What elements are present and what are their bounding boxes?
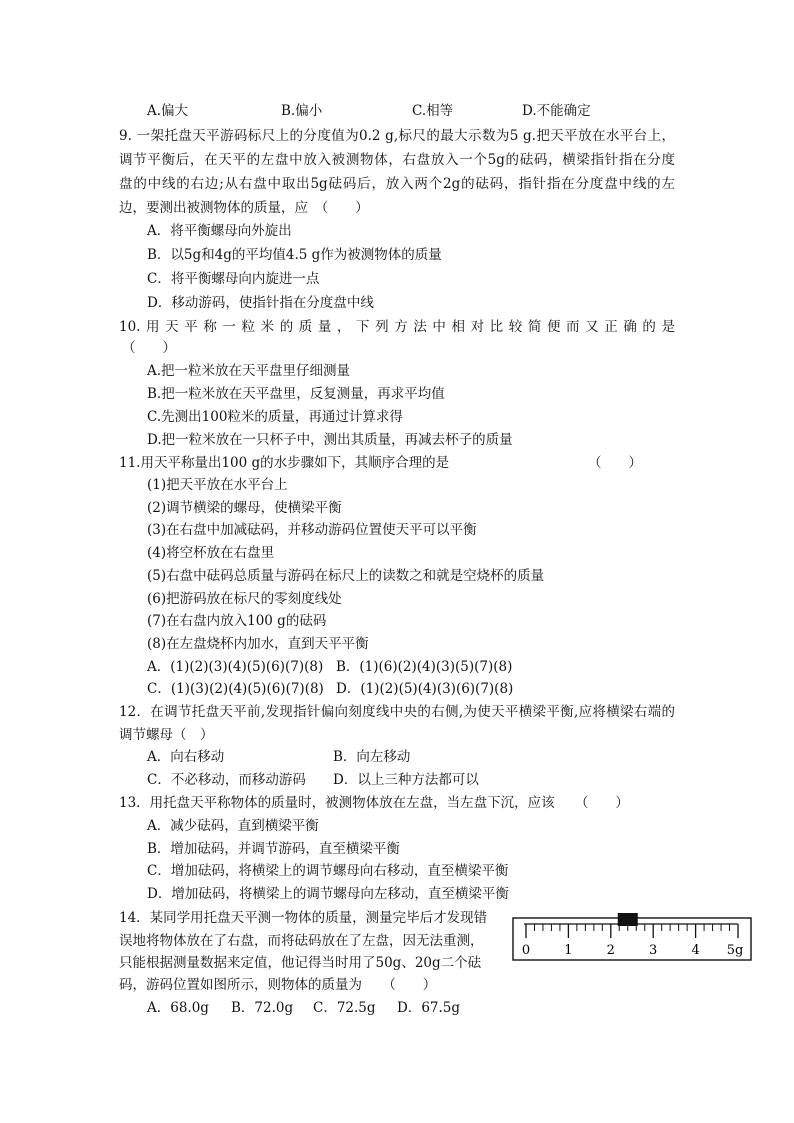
q12-option-a: A．向右移动 [147, 749, 225, 765]
q9-stem-line-4: 边，要测出被测物体的质量，应 （ ） [119, 200, 369, 216]
q11-step-4: (4)将空杯放在右盘里 [147, 545, 275, 561]
q14-stem-line-2: 误地将物体放在了右盘，而将砝码放在了左盘，因无法重测， [119, 933, 484, 949]
q11-bracket: （ ） [588, 455, 642, 471]
q14-stem-line-1: 14．某同学用托盘天平测一物体的质量，测量完毕后才发现错 [119, 910, 488, 926]
q10-option-c: C.先测出100粒米的质量，再通过计算求得 [147, 409, 403, 425]
q11-option-a: A．(1)(2)(3)(4)(5)(6)(7)(8) [147, 659, 324, 675]
tick-label-5: 5g [726, 943, 744, 958]
q12-option-b: B．向左移动 [333, 749, 411, 765]
q11-step-6: (6)把游码放在标尺的零刻度线处 [147, 591, 342, 607]
q11-stem: 11.用天平称量出100 g的水步骤如下，其顺序合理的是 [119, 455, 450, 471]
q14-option-d: D．67.5g [397, 1000, 461, 1016]
rider-slider [618, 913, 638, 926]
tick-label-2: 2 [606, 943, 615, 958]
q13-option-a: A．减少砝码，直到横梁平衡 [147, 818, 319, 834]
q11-step-8: (8)在左盘烧杯内加水，直到天平平衡 [147, 636, 369, 652]
tick-label-4: 4 [691, 943, 700, 958]
q9-option-c: C．将平衡螺母向内旋进一点 [147, 271, 320, 287]
q12-stem-line-1: 12．在调节托盘天平前,发现指针偏向刻度线中央的右侧,为使天平横梁平衡,应将横梁右端的 [119, 704, 675, 720]
q11-step-7: (7)在右盘内放入100 g的砝码 [147, 613, 327, 629]
q10-stem-line-1: 10.用天平称一粒米的质量，下列方法中相对比较简便而又正确的是 [119, 319, 675, 335]
q13-option-b: B．增加砝码，并调节游码，直至横梁平衡 [147, 841, 400, 857]
q14-option-b: B．72.0g [231, 1000, 294, 1016]
q8-option-a: A.偏大 [147, 103, 189, 119]
q11-step-2: (2)调节横梁的螺母，使横梁平衡 [147, 500, 342, 516]
q12-stem-line-2: 调节螺母（ ） [119, 727, 214, 743]
tick-label-0: 0 [521, 943, 531, 958]
q11-step-3: (3)在右盘中加减砝码，并移动游码位置使天平可以平衡 [147, 522, 477, 538]
q8-option-c: C.相等 [412, 103, 454, 119]
q11-option-b: B．(1)(6)(2)(4)(3)(5)(7)(8) [336, 659, 513, 675]
q14-stem-line-4: 码，游码位置如图所示，则物体的质量为 （ ） [119, 977, 437, 993]
tick-label-3: 3 [649, 943, 658, 958]
q10-option-b: B.把一粒米放在天平盘里，反复测量，再求平均值 [147, 386, 445, 402]
q9-stem-line-3: 盘的中线的右边;从右盘中取出5g砝码后，放入两个2g的砝码，指针指在分度盘中线的左 [119, 176, 675, 192]
q9-option-d: D．移动游码，使指针指在分度盘中线 [147, 295, 374, 311]
q14-stem-line-3: 只能根据测量数据来定值，他记得当时用了50g、20g二个砝 [119, 955, 482, 971]
q10-bracket: （ ） [122, 340, 176, 356]
scale-ticks [526, 924, 738, 938]
q14-option-a: A．68.0g [147, 1000, 209, 1016]
q11-option-c: C．(1)(3)(2)(4)(5)(6)(7)(8) [147, 681, 324, 697]
q9-stem-line-1: 9. 一架托盘天平游码标尺上的分度值为0.2 g,标尺的最大示数为5 g.把天平放在水平台上， [119, 128, 675, 144]
q12-option-d: D．以上三种方法都可以 [333, 772, 479, 788]
q11-option-d: D．(1)(2)(5)(4)(3)(6)(7)(8) [336, 681, 514, 697]
q11-step-5: (5)右盘中砝码总质量与游码在标尺上的读数之和就是空烧杯的质量 [147, 568, 545, 584]
q8-option-b: B.偏小 [281, 103, 323, 119]
q13-stem: 13．用托盘天平称物体的质量时，被测物体放在左盘，当左盘下沉，应该 （ ） [119, 795, 629, 811]
q8-option-d: D.不能确定 [522, 103, 591, 119]
q13-option-d: D．增加砝码，将横梁上的调节螺母向左移动，直至横梁平衡 [147, 886, 509, 902]
q14-option-c: C．72.5g [313, 1000, 376, 1016]
q13-option-c: C．增加砝码，将横梁上的调节螺母向右移动，直至横梁平衡 [147, 863, 509, 879]
rider-scale-figure [512, 912, 754, 962]
q10-option-a: A.把一粒米放在天平盘里仔细测量 [147, 363, 351, 379]
q11-step-1: (1)把天平放在水平台上 [147, 477, 288, 493]
q9-option-a: A．将平衡螺母向外旋出 [147, 223, 292, 239]
q10-option-d: D.把一粒米放在一只杯子中，测出其质量，再减去杯子的质量 [147, 432, 513, 448]
q9-option-b: B．以5g和4g的平均值4.5 g作为被测物体的质量 [147, 247, 442, 263]
q9-stem-line-2: 调节平衡后，在天平的左盘中放入被测物体，右盘放入一个5g的砝码，横梁指针指在分度 [119, 152, 675, 168]
tick-label-1: 1 [564, 943, 573, 958]
scale-tick-labels [522, 943, 743, 958]
q12-option-c: C．不必移动，而移动游码 [147, 772, 306, 788]
